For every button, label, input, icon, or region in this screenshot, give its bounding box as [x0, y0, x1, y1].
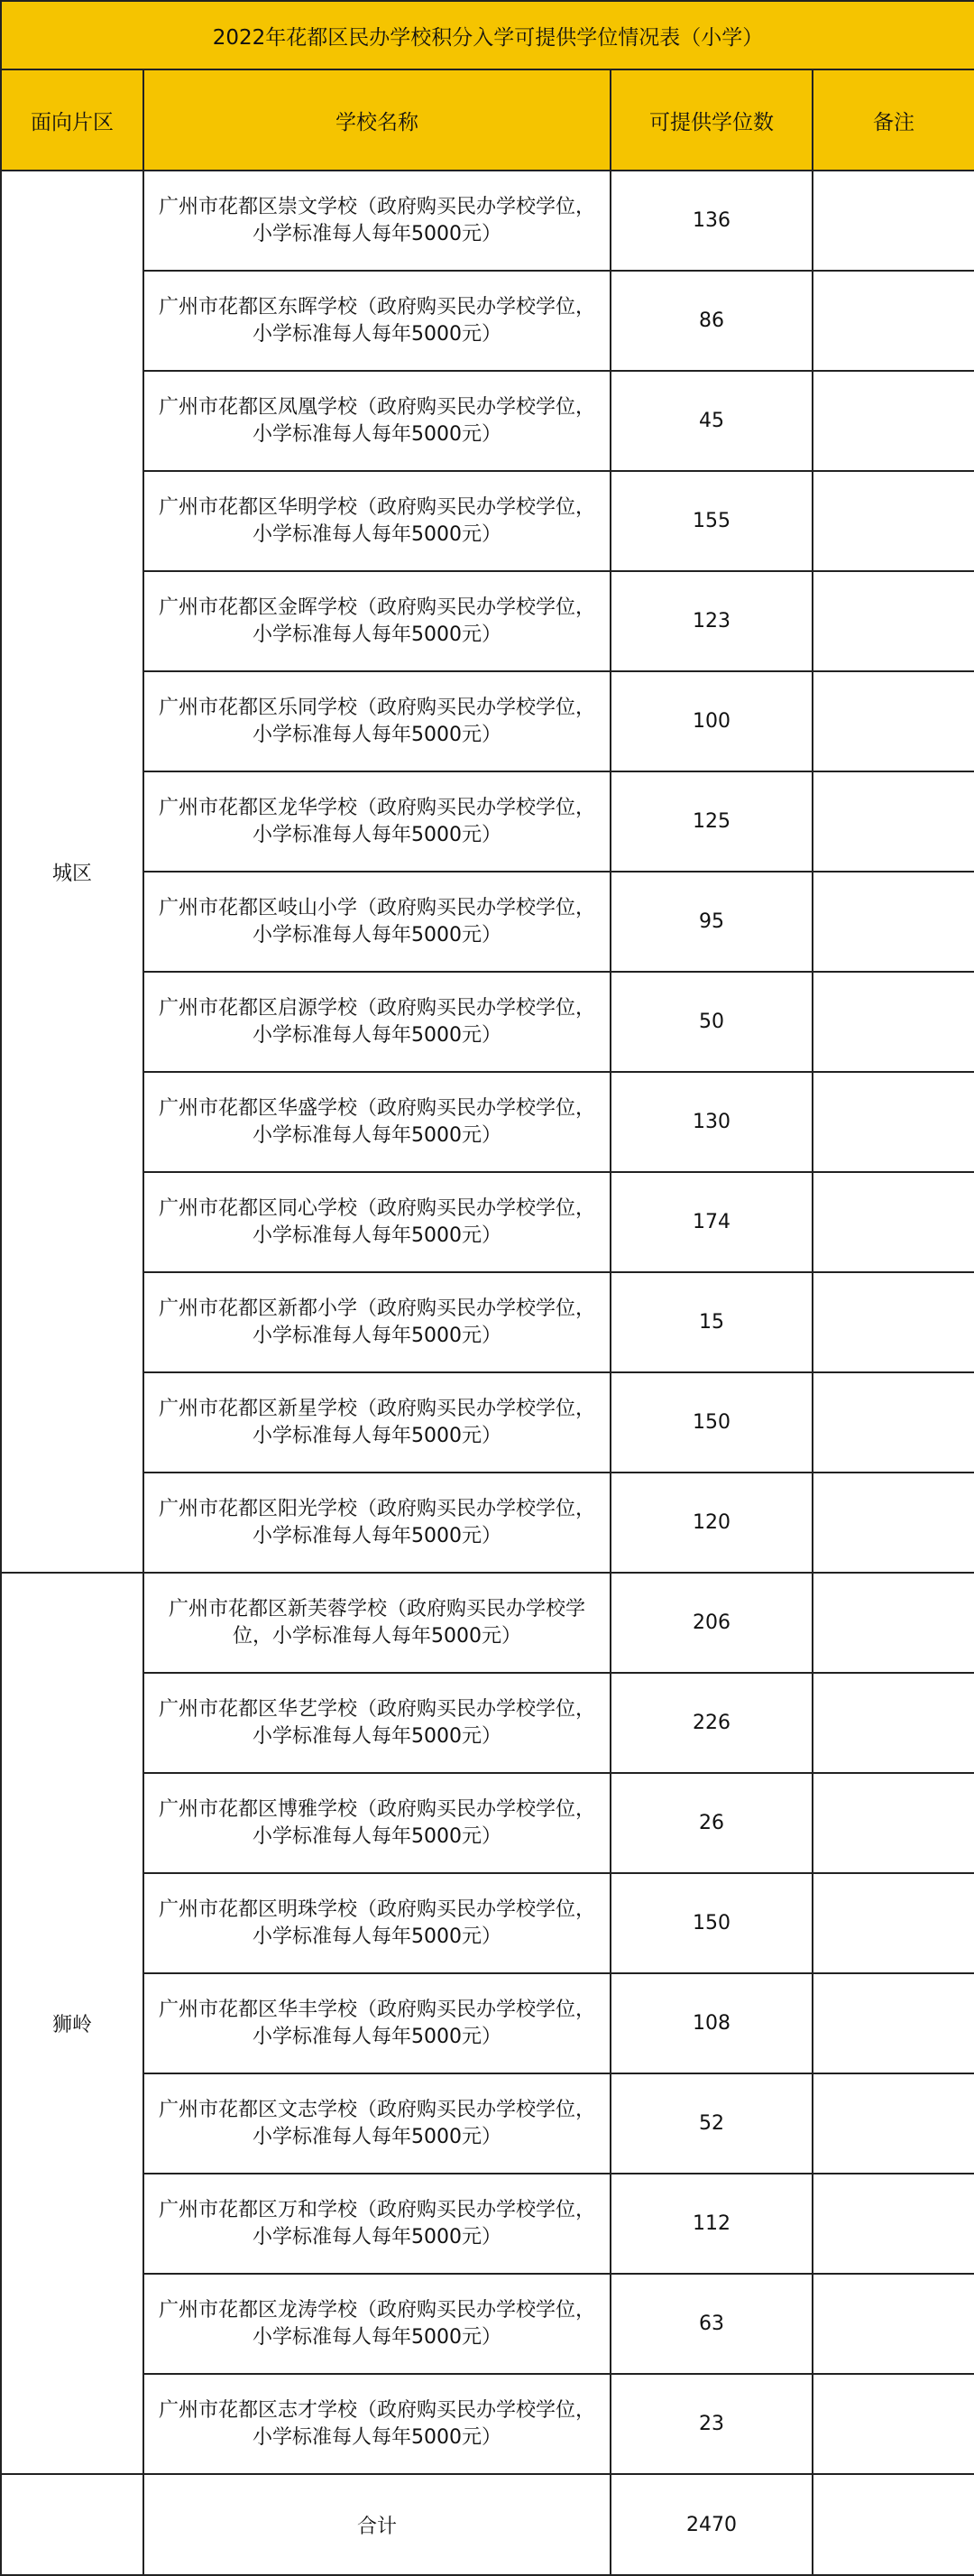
table-row: [1, 1873, 974, 1973]
header-notes: 备注: [813, 69, 974, 171]
table-row: [1, 1272, 974, 1372]
table-row: [1, 671, 974, 771]
district-cell: 狮岭: [1, 1573, 143, 2474]
school-name-line1: 广州市花都区岐山小学（政府购买民办学校学位，: [158, 896, 595, 919]
school-name-line1: 广州市花都区龙涛学校（政府购买民办学校学位，: [158, 2298, 595, 2322]
seats-cell: 52: [611, 2073, 813, 2174]
notes-cell: [813, 271, 974, 371]
school-name-cell: [143, 2274, 611, 2374]
school-name-cell: [143, 2073, 611, 2174]
school-name-line1: 广州市花都区华明学校（政府购买民办学校学位，: [158, 495, 595, 519]
school-name-line1: 广州市花都区华丰学校（政府购买民办学校学位，: [158, 1998, 595, 2021]
seats-cell: 120: [611, 1473, 813, 1573]
notes-cell: [813, 2174, 974, 2274]
table-row: [1, 1673, 974, 1773]
seats-cell: 23: [611, 2374, 813, 2474]
notes-cell: [813, 1673, 974, 1773]
seats-cell: 15: [611, 1272, 813, 1372]
school-name-line2: 小学标准每人每年5000元）: [253, 1724, 501, 1748]
header-seats: 可提供学位数: [611, 69, 813, 171]
district-cell: 城区: [1, 171, 143, 1573]
school-name-line2: 小学标准每人每年5000元）: [253, 1824, 501, 1848]
notes-cell: [813, 1372, 974, 1473]
school-name-cell: [143, 1072, 611, 1172]
school-name-cell: [143, 471, 611, 571]
table-row: [1, 2274, 974, 2374]
header-area: 面向片区: [1, 69, 143, 171]
table-row: [1, 1372, 974, 1473]
notes-cell: [813, 1873, 974, 1973]
school-name-cell: [143, 1272, 611, 1372]
seats-cell: 95: [611, 872, 813, 972]
notes-cell: [813, 1973, 974, 2073]
school-name-line1: 广州市花都区龙华学校（政府购买民办学校学位，: [158, 796, 595, 819]
school-name-line2: 位，小学标准每人每年5000元）: [233, 1624, 521, 1648]
school-name-cell: [143, 1573, 611, 1673]
table-row: [1, 972, 974, 1072]
school-name-line1: 广州市花都区志才学校（政府购买民办学校学位，: [158, 2398, 595, 2422]
table-row: [1, 2174, 974, 2274]
table-row: [1, 171, 974, 271]
school-name-cell: [143, 271, 611, 371]
school-name-cell: [143, 771, 611, 872]
school-name-line2: 小学标准每人每年5000元）: [253, 1524, 501, 1547]
notes-cell: [813, 1072, 974, 1172]
notes-cell: [813, 2073, 974, 2174]
school-name-line2: 小学标准每人每年5000元）: [253, 1023, 501, 1047]
total-label: 合计: [143, 2474, 611, 2575]
school-name-cell: [143, 1873, 611, 1973]
notes-cell: [813, 1573, 974, 1673]
seats-cell: 108: [611, 1973, 813, 2073]
school-name-cell: [143, 2374, 611, 2474]
school-name-line1: 广州市花都区乐同学校（政府购买民办学校学位，: [158, 696, 595, 719]
seats-cell: 50: [611, 972, 813, 1072]
school-name-line1: 广州市花都区阳光学校（政府购买民办学校学位，: [158, 1497, 595, 1520]
seats-cell: 45: [611, 371, 813, 471]
table-row: [1, 1072, 974, 1172]
school-name-line1: 广州市花都区东晖学校（政府购买民办学校学位，: [158, 295, 595, 319]
school-name-line1: 广州市花都区文志学校（政府购买民办学校学位，: [158, 2098, 595, 2121]
seats-cell: 123: [611, 571, 813, 671]
school-name-cell: [143, 171, 611, 271]
seats-cell: 100: [611, 671, 813, 771]
header-school: 学校名称: [143, 69, 611, 171]
table-row: [1, 1573, 974, 1673]
seats-cell: 136: [611, 171, 813, 271]
table-row: [1, 1973, 974, 2073]
seats-cell: 26: [611, 1773, 813, 1873]
school-name-cell: [143, 2174, 611, 2274]
school-name-line1: 广州市花都区金晖学校（政府购买民办学校学位，: [158, 596, 595, 619]
seats-cell: 86: [611, 271, 813, 371]
total-notes-cell: [813, 2474, 974, 2575]
seats-cell: 226: [611, 1673, 813, 1773]
school-name-line1: 广州市花都区华盛学校（政府购买民办学校学位，: [158, 1096, 595, 1120]
table-row: [1, 771, 974, 872]
school-name-line2: 小学标准每人每年5000元）: [253, 723, 501, 746]
header-row: [1, 69, 974, 171]
school-name-cell: [143, 1673, 611, 1773]
notes-cell: [813, 1172, 974, 1272]
notes-cell: [813, 1272, 974, 1372]
notes-cell: [813, 972, 974, 1072]
table-row: [1, 872, 974, 972]
seats-cell: 150: [611, 1873, 813, 1973]
school-name-cell: [143, 571, 611, 671]
seats-cell: 155: [611, 471, 813, 571]
notes-cell: [813, 371, 974, 471]
notes-cell: [813, 671, 974, 771]
seats-cell: 125: [611, 771, 813, 872]
school-name-line1: 广州市花都区新都小学（政府购买民办学校学位，: [158, 1297, 595, 1320]
school-name-cell: [143, 1372, 611, 1473]
school-name-line1: 广州市花都区新芙蓉学校（政府购买民办学校学: [168, 1597, 585, 1620]
seats-cell: 112: [611, 2174, 813, 2274]
notes-cell: [813, 1473, 974, 1573]
school-name-cell: [143, 872, 611, 972]
school-name-line2: 小学标准每人每年5000元）: [253, 2325, 501, 2349]
notes-cell: [813, 171, 974, 271]
seats-cell: 206: [611, 1573, 813, 1673]
seats-cell: 150: [611, 1372, 813, 1473]
school-name-line2: 小学标准每人每年5000元）: [253, 222, 501, 245]
school-name-cell: [143, 1172, 611, 1272]
total-area-cell: [1, 2474, 143, 2575]
school-name-line2: 小学标准每人每年5000元）: [253, 1123, 501, 1147]
school-name-line2: 小学标准每人每年5000元）: [253, 1223, 501, 1247]
notes-cell: [813, 771, 974, 872]
school-name-line2: 小学标准每人每年5000元）: [253, 623, 501, 646]
school-name-line2: 小学标准每人每年5000元）: [253, 322, 501, 346]
table-row: [1, 571, 974, 671]
school-name-line1: 广州市花都区万和学校（政府购买民办学校学位，: [158, 2198, 595, 2221]
school-name-cell: [143, 671, 611, 771]
table-row: [1, 371, 974, 471]
school-name-line1: 广州市花都区同心学校（政府购买民办学校学位，: [158, 1196, 595, 1220]
school-name-line2: 小学标准每人每年5000元）: [253, 1925, 501, 1948]
school-name-cell: [143, 1473, 611, 1573]
notes-cell: [813, 471, 974, 571]
notes-cell: [813, 2274, 974, 2374]
table-row: [1, 1773, 974, 1873]
school-name-line2: 小学标准每人每年5000元）: [253, 2425, 501, 2449]
school-name-cell: [143, 1973, 611, 2073]
school-name-line1: 广州市花都区新星学校（政府购买民办学校学位，: [158, 1397, 595, 1420]
school-name-line2: 小学标准每人每年5000元）: [253, 823, 501, 846]
school-name-line2: 小学标准每人每年5000元）: [253, 2125, 501, 2148]
school-name-line2: 小学标准每人每年5000元）: [253, 422, 501, 446]
school-name-cell: [143, 371, 611, 471]
notes-cell: [813, 2374, 974, 2474]
notes-cell: [813, 872, 974, 972]
seats-cell: 63: [611, 2274, 813, 2374]
table-row: [1, 1473, 974, 1573]
school-name-line2: 小学标准每人每年5000元）: [253, 923, 501, 946]
table-row: [1, 471, 974, 571]
table-row: [1, 2073, 974, 2174]
total-row: [1, 2474, 974, 2575]
title-row: [1, 1, 974, 69]
school-name-line1: 广州市花都区明珠学校（政府购买民办学校学位，: [158, 1897, 595, 1921]
school-name-line1: 广州市花都区凤凰学校（政府购买民办学校学位，: [158, 395, 595, 419]
school-name-cell: [143, 1773, 611, 1873]
table-row: [1, 2374, 974, 2474]
school-name-line1: 广州市花都区启源学校（政府购买民办学校学位，: [158, 996, 595, 1020]
table-title: 2022年花都区民办学校积分入学可提供学位情况表（小学）: [1, 1, 974, 69]
notes-cell: [813, 1773, 974, 1873]
school-name-line2: 小学标准每人每年5000元）: [253, 1424, 501, 1447]
school-name-cell: [143, 972, 611, 1072]
school-name-line2: 小学标准每人每年5000元）: [253, 1324, 501, 1347]
school-name-line1: 广州市花都区华艺学校（政府购买民办学校学位，: [158, 1697, 595, 1721]
school-name-line1: 广州市花都区博雅学校（政府购买民办学校学位，: [158, 1797, 595, 1821]
seats-cell: 174: [611, 1172, 813, 1272]
school-name-line2: 小学标准每人每年5000元）: [253, 2225, 501, 2248]
school-name-line2: 小学标准每人每年5000元）: [253, 522, 501, 546]
table-row: [1, 1172, 974, 1272]
seats-cell: 130: [611, 1072, 813, 1172]
table-row: [1, 271, 974, 371]
total-seats: 2470: [611, 2474, 813, 2575]
school-name-line2: 小学标准每人每年5000元）: [253, 2025, 501, 2048]
school-name-line1: 广州市花都区崇文学校（政府购买民办学校学位，: [158, 195, 595, 218]
notes-cell: [813, 571, 974, 671]
